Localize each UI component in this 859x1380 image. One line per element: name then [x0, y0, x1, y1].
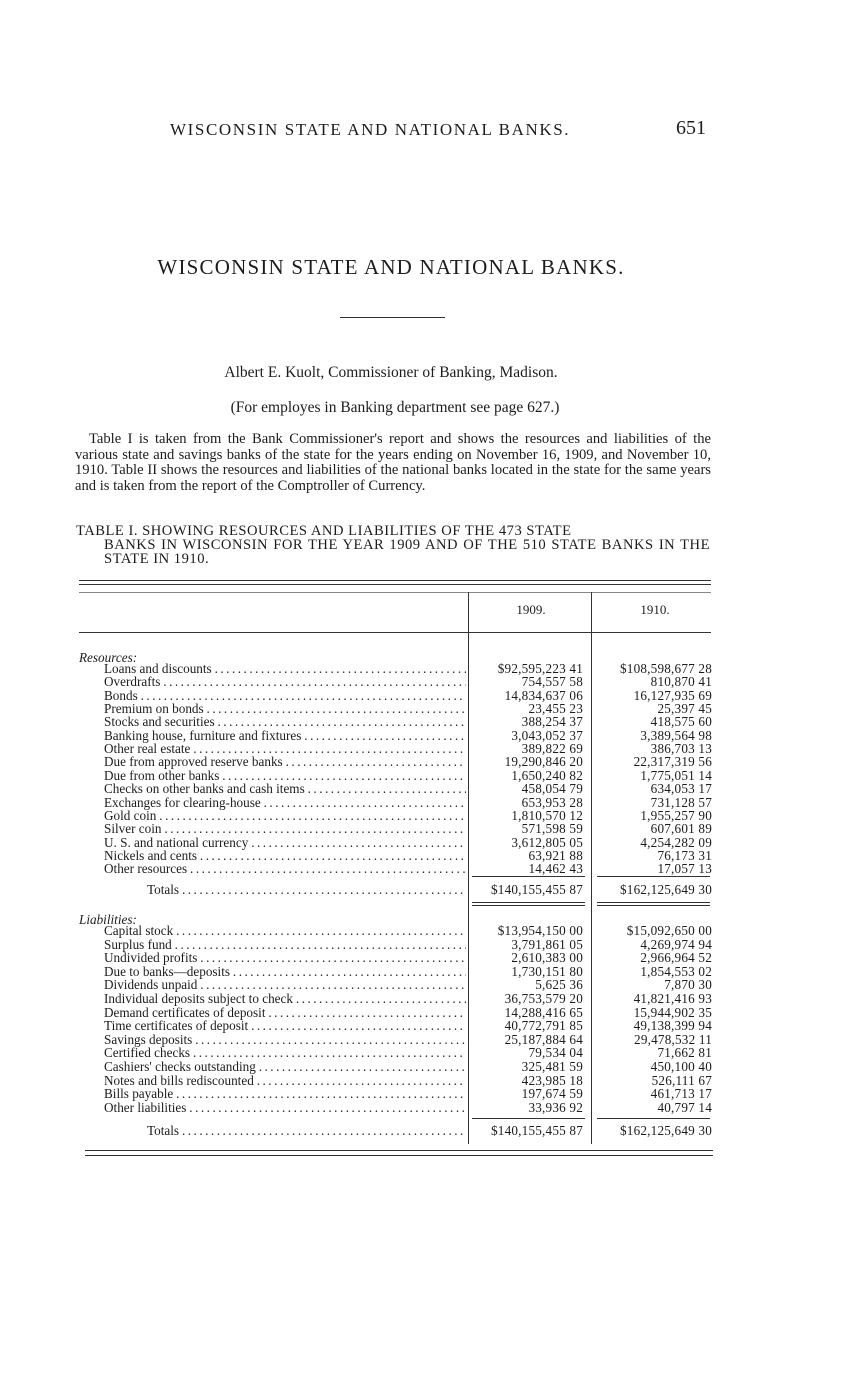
value-1909: 388,254 37: [521, 714, 583, 730]
table-bottom-rule: [85, 1150, 713, 1151]
value-1910: 4,269,974 94: [640, 936, 712, 952]
row-label: Exchanges for clearing-house . . .: [104, 796, 466, 810]
value-1909: 3,043,052 37: [511, 727, 583, 743]
value-1910: 25,397 45: [657, 701, 712, 717]
row-label: Silver coin . . .: [104, 822, 466, 836]
row-label: Cashiers' checks outstanding . . .: [104, 1060, 466, 1074]
value-1910: 29,478,532 11: [634, 1031, 712, 1047]
resources-total-rule-1909: [472, 902, 585, 903]
value-1909: 5,625 36: [535, 977, 583, 993]
row-label: Due from other banks . . .: [104, 769, 466, 783]
resources-subtotal-rule-1909: [472, 876, 585, 877]
value-1910: 41,821,416 93: [633, 991, 712, 1006]
value-1909: 25,187,884 64: [504, 1031, 583, 1047]
liabilities-subtotal-rule-1910: [597, 1118, 710, 1119]
value-1909: 2,610,383 00: [511, 950, 583, 966]
row-label: Dividends unpaid . . .: [104, 978, 466, 992]
value-1910: 1,854,553 02: [640, 963, 712, 979]
value-1909: 197,674 59: [521, 1086, 583, 1102]
value-1910: 4,254,282 09: [640, 834, 712, 850]
value-1909: 33,936 92: [528, 1099, 583, 1115]
value-1910: 15,944,902 35: [633, 1004, 712, 1020]
row-label: Bills payable . . .: [104, 1087, 466, 1101]
table-bottom-rule-2: [85, 1155, 713, 1156]
row-label: Capital stock . . .: [104, 924, 466, 938]
row-label: Demand certificates of deposit . . .: [104, 1006, 466, 1020]
commissioner-line: Albert E. Kuolt, Commissioner of Banking, Madison.: [224, 364, 558, 381]
column-divider-1910: [591, 592, 592, 1144]
value-1910: 461,713 17: [650, 1086, 712, 1102]
column-header-1910: 1910.: [640, 602, 670, 617]
employes-note: (For employes in Banking department see page 627.): [230, 399, 560, 416]
resources-subtotal-rule-1910: [597, 876, 710, 877]
liabilities-total-1909: $140,155,455 87: [490, 1123, 583, 1138]
row-label: Overdrafts . . .: [104, 675, 466, 689]
value-1909: 423,985 18: [521, 1072, 583, 1088]
table-heading-line1: TABLE I. SHOWING RESOURCES AND LIABILITIES OF THE 473 STATE: [76, 523, 572, 539]
value-1910: 40,797 14: [657, 1099, 712, 1115]
row-label: Bonds . . .: [104, 689, 466, 703]
value-1909: 1,730,151 80: [511, 963, 583, 979]
value-1909: 23,455 23: [528, 701, 583, 717]
row-label: Checks on other banks and cash items . . .: [104, 782, 466, 796]
value-1909: 19,290,846 20: [504, 754, 583, 770]
row-label: Undivided profits . . .: [104, 951, 466, 965]
value-1910: 17,057 13: [657, 861, 712, 877]
table-top-rule: [79, 580, 711, 581]
value-1910: 3,389,564 98: [640, 727, 712, 743]
running-head: WISCONSIN STATE AND NATIONAL BANKS.: [170, 120, 571, 139]
intro-paragraph: Table I is taken from the Bank Commissioner's report and shows the resources and liabilities of the various state and savings banks of the state for the years ending on November 16, 1909, and November 10, 1910. Table II shows the resources and liabilities of the national banks located in the state for the same years and is taken from the report of the Comptroller of Currency.: [75, 431, 711, 494]
value-1910: 418,575 60: [650, 714, 712, 730]
column-header-1909: 1909.: [516, 602, 546, 617]
row-label: Individual deposits subject to check . . .: [104, 992, 466, 1006]
value-1909: 3,791,861 05: [511, 936, 583, 952]
liabilities-heading: Liabilities:: [79, 912, 137, 927]
table-head-rule: [79, 592, 711, 593]
value-1909: 36,753,579 20: [504, 991, 583, 1006]
value-1909: 754,557 58: [521, 674, 583, 690]
value-1910: 1,775,051 14: [640, 767, 712, 783]
value-1910: 386,703 13: [650, 741, 712, 757]
value-1909: 14,834,637 06: [504, 687, 583, 703]
row-label: Banking house, furniture and fixtures . . .: [104, 729, 466, 743]
value-1910: $15,092,650 00: [626, 923, 712, 938]
value-1910: 607,601 89: [650, 821, 712, 837]
value-1910: 16,127,935 69: [633, 687, 712, 703]
row-label: Certified checks . . .: [104, 1046, 466, 1060]
value-1909: 3,612,805 05: [511, 834, 583, 850]
resources-total-1909: $140,155,455 87: [490, 882, 583, 897]
value-1910: 2,966,964 52: [640, 950, 712, 966]
row-label: Other liabilities . . .: [104, 1101, 466, 1115]
row-label: Nickels and cents . . .: [104, 849, 466, 863]
value-1909: 653,953 28: [521, 794, 583, 810]
row-label: U. S. and national currency . . .: [104, 836, 466, 850]
value-1909: 1,650,240 82: [511, 767, 583, 783]
value-1910: 7,870 30: [664, 977, 712, 993]
resources-total-rule-1910b: [597, 905, 710, 906]
row-label: Other real estate . . .: [104, 742, 466, 756]
value-1909: 1,810,570 12: [511, 807, 583, 823]
value-1910: 810,870 41: [650, 674, 712, 690]
row-label: Time certificates of deposit . . .: [104, 1019, 466, 1033]
value-1909: $92,595,223 41: [497, 661, 583, 676]
row-label: Notes and bills rediscounted . . .: [104, 1074, 466, 1088]
value-1909: 79,534 04: [528, 1045, 583, 1061]
resources-total-rule-1910: [597, 902, 710, 903]
row-label: Stocks and securities . . .: [104, 715, 466, 729]
value-1910: 49,138,399 94: [633, 1018, 712, 1034]
row-label: Savings deposits . . .: [104, 1033, 466, 1047]
row-label: Gold coin . . .: [104, 809, 466, 823]
value-1909: $13,954,150 00: [497, 923, 583, 938]
resources-heading: Resources:: [79, 650, 138, 665]
table-heading-line2: BANKS IN WISCONSIN FOR THE YEAR 1909 AND OF THE 510 STATE BANKS IN THE STATE IN 1910.: [104, 537, 710, 567]
resources-total-label: Totals . . .: [147, 883, 465, 897]
value-1909: 389,822 69: [521, 741, 583, 757]
value-1910: 731,128 57: [650, 794, 712, 810]
liabilities-total-label: Totals . . .: [147, 1124, 465, 1138]
row-label: Premium on bonds . . .: [104, 702, 466, 716]
value-1910: 634,053 17: [650, 781, 712, 797]
value-1910: 526,111 67: [651, 1072, 712, 1088]
column-divider-1909: [468, 592, 469, 1144]
value-1910: 450,100 40: [650, 1059, 712, 1074]
page-title: [0, 255, 780, 280]
liabilities-subtotal-rule-1909: [472, 1118, 585, 1119]
resources-total-rule-1909b: [472, 905, 585, 906]
value-1910: $108,598,677 28: [619, 661, 712, 676]
value-1910: 1,955,257 90: [640, 807, 712, 823]
row-label: Due to banks—deposits . . .: [104, 965, 466, 979]
resources-total-1910: $162,125,649 30: [619, 882, 712, 897]
page-title-text: WISCONSIN STATE AND NATIONAL BANKS.: [157, 255, 625, 279]
value-1910: 71,662 81: [657, 1045, 712, 1061]
value-1909: 14,462 43: [528, 861, 583, 877]
value-1909: 63,921 88: [528, 847, 583, 863]
table-heading: [76, 524, 710, 566]
value-1909: 325,481 59: [521, 1059, 583, 1074]
value-1909: 40,772,791 85: [504, 1018, 583, 1034]
value-1910: 22,317,319 56: [633, 754, 712, 770]
liabilities-total-1910: $162,125,649 30: [619, 1123, 712, 1138]
value-1909: 14,288,416 65: [504, 1004, 583, 1020]
header-bottom-rule: [79, 632, 711, 633]
table-top-rule-2: [79, 584, 711, 585]
value-1910: 76,173 31: [657, 847, 712, 863]
value-1909: 458,054 79: [521, 781, 583, 797]
value-1909: 571,598 59: [521, 821, 583, 837]
row-label: Surplus fund . . .: [104, 938, 466, 952]
page-number: 651: [676, 117, 706, 139]
row-label: Loans and discounts . . .: [104, 662, 466, 676]
row-label: Other resources . . .: [104, 862, 466, 876]
title-rule: [340, 317, 445, 318]
row-label: Due from approved reserve banks . . .: [104, 755, 466, 769]
